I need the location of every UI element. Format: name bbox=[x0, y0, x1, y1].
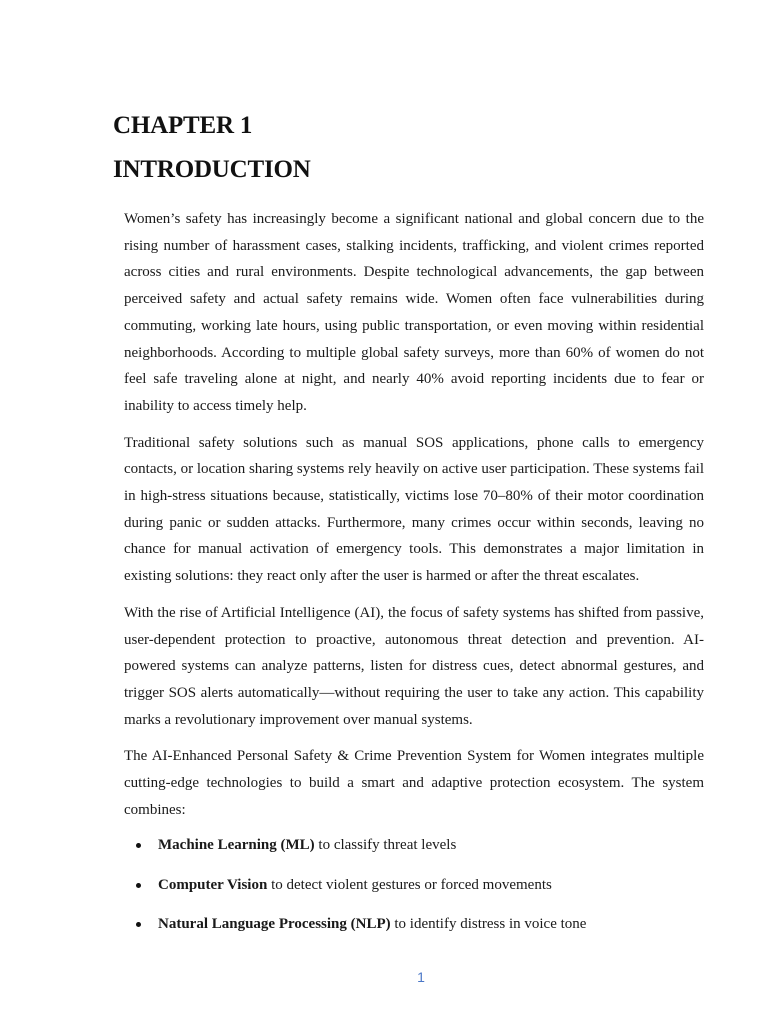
bullet-icon bbox=[136, 922, 141, 927]
list-item bbox=[124, 875, 704, 895]
list-item bbox=[124, 914, 704, 934]
paragraph-3: With the rise of Artificial Intelligence (AI), the focus of safety systems has shifted from passive, user-dependent protection to proactive, autonomous threat detection and prevention. AI-powered systems can analyze patterns, listen for distress cues, detect abnormal gestures, and trigger SOS alerts automatically—without requiring the user to take any action. This capability marks a revolutionary improvement over manual systems. bbox=[124, 604, 704, 728]
list-item-text: to classify threat levels bbox=[314, 837, 457, 854]
list-item bbox=[124, 835, 704, 855]
paragraph-4: The AI-Enhanced Personal Safety & Crime Prevention System for Women integrates multiple cutting-edge technologies to build a smart and adaptive protection ecosystem. The system combines: bbox=[124, 748, 704, 818]
chapter-label: CHAPTER 1 bbox=[113, 112, 253, 139]
list-item-text: to detect violent gestures or forced movements bbox=[267, 876, 552, 893]
page-number: 1 bbox=[417, 969, 425, 985]
list-item-term: Natural Language Processing (NLP) bbox=[158, 916, 391, 933]
bullet-icon bbox=[136, 843, 141, 848]
list-item-text: to identify distress in voice tone bbox=[390, 916, 587, 933]
chapter-body bbox=[124, 206, 704, 954]
technology-list bbox=[124, 835, 704, 934]
bullet-icon bbox=[136, 883, 141, 888]
chapter-title: INTRODUCTION bbox=[113, 156, 311, 183]
list-item-term: Machine Learning (ML) bbox=[158, 837, 315, 854]
list-item-term: Computer Vision bbox=[158, 876, 268, 893]
paragraph-2: Traditional safety solutions such as manual SOS applications, phone calls to emergency contacts, or location sharing systems rely heavily on active user participation. These systems fail in high-stress situations because, statistically, victims lose 70–80% of their motor coordination during panic or sudden attacks. Furthermore, many crimes occur within seconds, leaving no chance for manual activation of emergency tools. This demonstrates a major limitation in existing solutions: they react only after the user is harmed or after the threat escalates. bbox=[124, 434, 704, 585]
paragraph-1: Women’s safety has increasingly become a significant national and global concern due to the rising number of harassment cases, stalking incidents, trafficking, and violent crimes reported across cities and rural environments. Despite technological advancements, the gap between perceived safety and actual safety remains wide. Women often face vulnerabilities during commuting, working late hours, using public transportation, or even moving within residential neighborhoods. According to multiple global safety surveys, more than 60% of women do not feel safe traveling alone at night, and nearly 40% avoid reporting incidents due to fear or inability to access timely help. bbox=[124, 211, 704, 414]
